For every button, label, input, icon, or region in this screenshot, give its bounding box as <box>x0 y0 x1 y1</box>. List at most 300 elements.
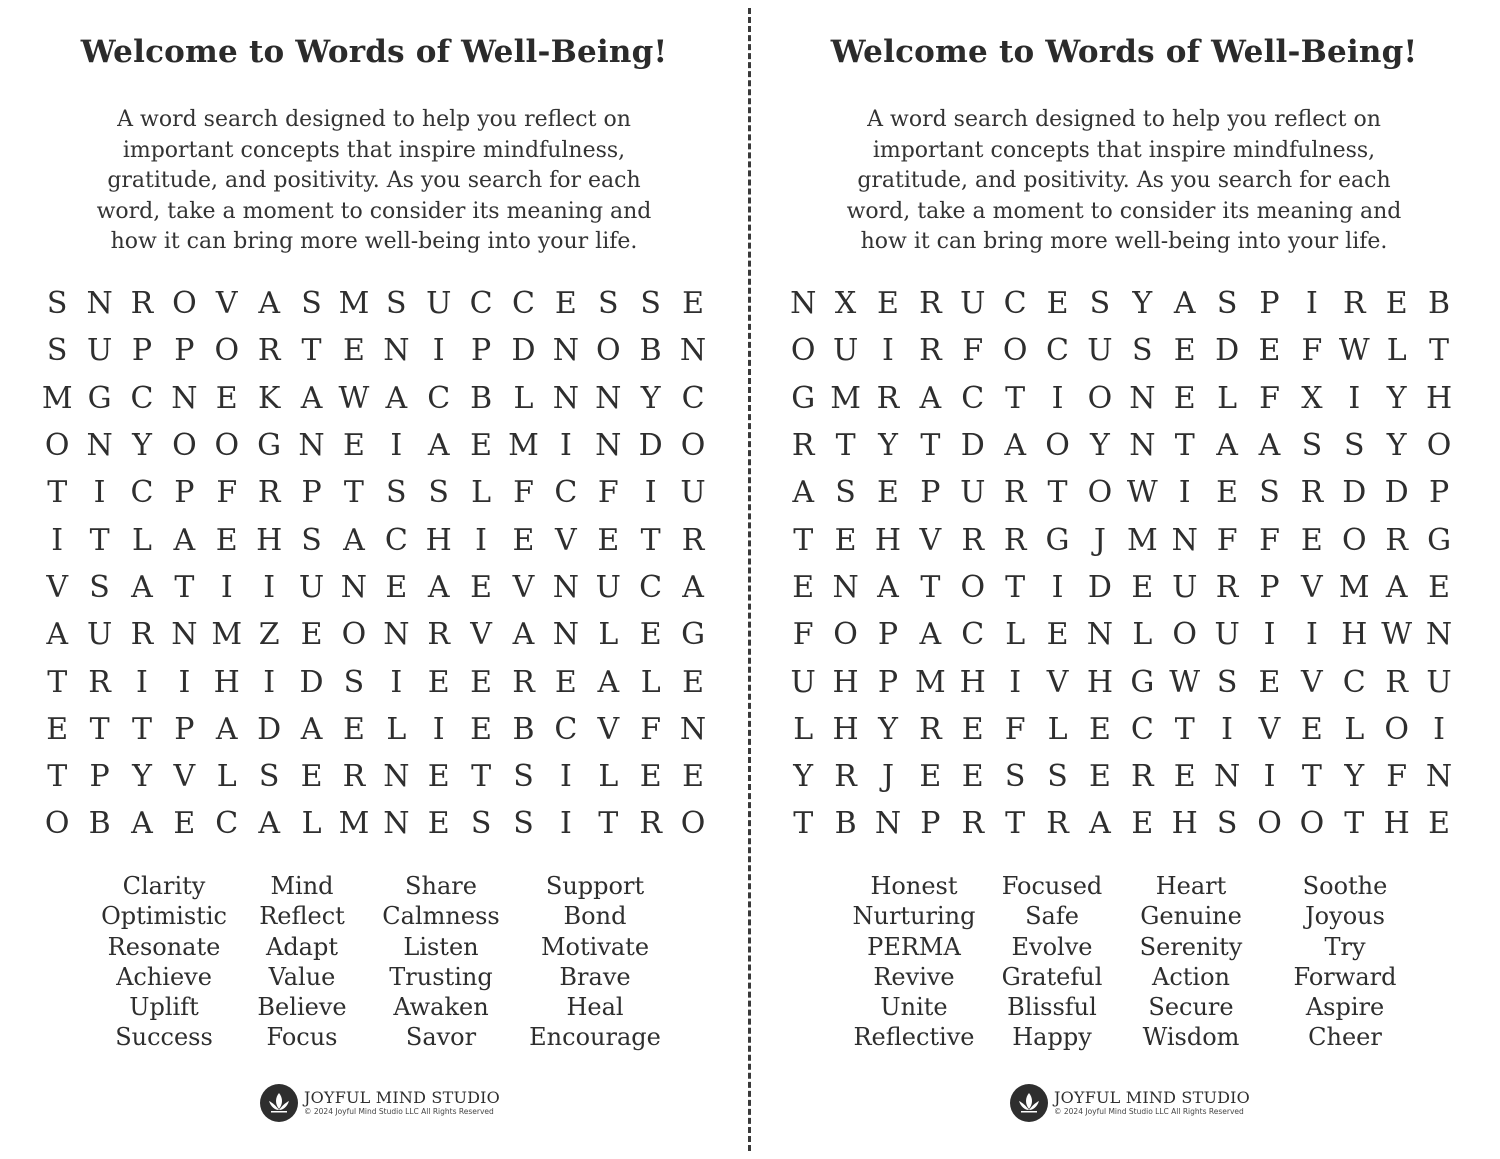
grid-letter[interactable]: T <box>1429 333 1450 369</box>
grid-letter[interactable]: A <box>215 711 238 747</box>
grid-letter[interactable]: E <box>427 806 450 842</box>
grid-letter[interactable]: M <box>211 617 243 653</box>
grid-letter[interactable]: A <box>1216 428 1238 464</box>
grid-letter[interactable]: E <box>1428 569 1450 605</box>
grid-letter[interactable]: R <box>1003 522 1027 558</box>
grid-letter[interactable]: E <box>597 522 620 558</box>
grid-letter[interactable]: P <box>471 333 492 369</box>
grid-letter[interactable]: S <box>386 475 407 511</box>
grid-letter[interactable]: T <box>1174 428 1195 464</box>
grid-letter[interactable]: E <box>1173 380 1196 416</box>
grid-letter[interactable]: M <box>508 428 539 464</box>
grid-letter[interactable]: V <box>919 522 942 558</box>
grid-letter[interactable]: I <box>51 522 64 558</box>
grid-letter[interactable]: B <box>88 806 111 842</box>
grid-letter[interactable]: E <box>961 759 984 795</box>
grid-letter[interactable]: H <box>1341 617 1368 653</box>
grid-letter[interactable]: A <box>1385 569 1408 605</box>
grid-letter[interactable]: O <box>44 428 70 464</box>
grid-letter[interactable]: P <box>1259 569 1280 605</box>
grid-letter[interactable]: S <box>470 806 492 842</box>
grid-letter[interactable]: L <box>132 522 152 558</box>
grid-letter[interactable]: R <box>1003 475 1027 511</box>
grid-letter[interactable]: O <box>214 428 240 464</box>
grid-letter[interactable]: L <box>216 759 237 795</box>
grid-letter[interactable]: Y <box>1344 759 1365 795</box>
grid-letter[interactable]: O <box>1002 333 1028 369</box>
grid-letter[interactable]: N <box>86 286 113 322</box>
grid-letter[interactable]: A <box>1173 286 1196 322</box>
grid-letter[interactable]: H <box>874 522 902 558</box>
grid-letter[interactable]: E <box>639 759 662 795</box>
grid-letter[interactable]: Y <box>640 380 661 416</box>
grid-letter[interactable]: O <box>1299 806 1325 842</box>
grid-letter[interactable]: T <box>301 333 322 369</box>
grid-letter[interactable]: O <box>680 428 706 464</box>
grid-letter[interactable]: N <box>298 428 325 464</box>
grid-letter[interactable]: E <box>961 711 984 747</box>
grid-letter[interactable]: C <box>554 475 578 511</box>
grid-letter[interactable]: N <box>595 428 622 464</box>
grid-letter[interactable]: E <box>554 286 577 322</box>
grid-letter[interactable]: L <box>1005 617 1026 653</box>
grid-letter[interactable]: I <box>390 428 403 464</box>
grid-letter[interactable]: I <box>432 333 445 369</box>
grid-letter[interactable]: N <box>832 569 859 605</box>
grid-letter[interactable]: M <box>1338 569 1370 605</box>
grid-letter[interactable]: L <box>640 664 661 700</box>
grid-letter[interactable]: R <box>1215 569 1239 605</box>
grid-letter[interactable]: U <box>298 569 325 605</box>
grid-letter[interactable]: G <box>681 617 706 653</box>
grid-letter[interactable]: A <box>682 569 704 605</box>
grid-letter[interactable]: N <box>383 617 410 653</box>
grid-letter[interactable]: W <box>1169 664 1201 700</box>
grid-letter[interactable]: O <box>1384 711 1409 747</box>
grid-letter[interactable]: X <box>834 286 857 322</box>
grid-letter[interactable]: T <box>343 475 364 511</box>
grid-letter[interactable]: L <box>1344 711 1365 747</box>
grid-letter[interactable]: P <box>131 333 153 369</box>
grid-letter[interactable]: D <box>1384 475 1409 511</box>
grid-letter[interactable]: F <box>1004 711 1026 747</box>
grid-letter[interactable]: U <box>1426 664 1452 700</box>
grid-letter[interactable]: F <box>216 475 238 511</box>
grid-letter[interactable]: L <box>513 380 534 416</box>
grid-letter[interactable]: Y <box>1386 428 1407 464</box>
grid-letter[interactable]: P <box>920 806 941 842</box>
grid-letter[interactable]: T <box>598 806 619 842</box>
grid-letter[interactable]: P <box>174 333 195 369</box>
grid-letter[interactable]: O <box>341 617 367 653</box>
grid-letter[interactable]: I <box>644 475 657 511</box>
grid-letter[interactable]: O <box>1045 428 1070 464</box>
grid-letter[interactable]: E <box>639 617 662 653</box>
grid-letter[interactable]: F <box>962 333 984 369</box>
grid-letter[interactable]: I <box>432 711 445 747</box>
grid-letter[interactable]: E <box>173 806 196 842</box>
grid-letter[interactable]: F <box>1301 333 1323 369</box>
grid-letter[interactable]: C <box>384 522 408 558</box>
grid-letter[interactable]: U <box>86 333 113 369</box>
grid-letter[interactable]: G <box>791 380 816 416</box>
grid-letter[interactable]: N <box>552 569 579 605</box>
grid-letter[interactable]: O <box>172 286 197 322</box>
grid-letter[interactable]: E <box>46 711 69 747</box>
grid-letter[interactable]: R <box>512 664 535 700</box>
grid-letter[interactable]: S <box>1132 333 1153 369</box>
grid-letter[interactable]: X <box>1301 380 1323 416</box>
grid-letter[interactable]: A <box>1089 806 1111 842</box>
grid-letter[interactable]: N <box>340 569 368 605</box>
grid-letter[interactable]: U <box>1172 569 1198 605</box>
grid-letter[interactable]: U <box>1214 617 1240 653</box>
grid-letter[interactable]: L <box>1047 711 1068 747</box>
grid-letter[interactable]: E <box>1088 759 1111 795</box>
grid-letter[interactable]: V <box>597 711 620 747</box>
grid-letter[interactable]: I <box>263 569 276 605</box>
grid-letter[interactable]: I <box>1305 286 1318 322</box>
grid-letter[interactable]: S <box>1343 428 1365 464</box>
grid-letter[interactable]: G <box>1045 522 1070 558</box>
grid-letter[interactable]: O <box>595 333 621 369</box>
grid-letter[interactable]: A <box>877 569 899 605</box>
grid-letter[interactable]: S <box>301 522 322 558</box>
grid-letter[interactable]: T <box>1174 711 1195 747</box>
grid-letter[interactable]: Y <box>1090 428 1110 464</box>
grid-letter[interactable]: R <box>919 711 942 747</box>
grid-letter[interactable]: O <box>1087 380 1113 416</box>
grid-letter[interactable]: I <box>93 475 106 511</box>
grid-letter[interactable]: L <box>598 759 619 795</box>
grid-letter[interactable]: Y <box>878 428 898 464</box>
grid-letter[interactable]: N <box>1129 428 1156 464</box>
grid-letter[interactable]: V <box>1258 711 1281 747</box>
grid-letter[interactable]: E <box>427 759 450 795</box>
grid-letter[interactable]: C <box>427 380 451 416</box>
grid-letter[interactable]: F <box>513 475 534 511</box>
grid-letter[interactable]: A <box>1258 428 1281 464</box>
grid-letter[interactable]: B <box>639 333 662 369</box>
grid-letter[interactable]: T <box>1005 569 1026 605</box>
grid-letter[interactable]: V <box>173 759 196 795</box>
grid-letter[interactable]: N <box>552 333 579 369</box>
grid-letter[interactable]: Y <box>132 428 152 464</box>
grid-letter[interactable]: S <box>640 286 661 322</box>
grid-letter[interactable]: H <box>1086 664 1114 700</box>
grid-letter[interactable]: O <box>44 806 70 842</box>
grid-letter[interactable]: D <box>960 428 985 464</box>
grid-letter[interactable]: R <box>791 428 815 464</box>
grid-letter[interactable]: O <box>680 806 706 842</box>
grid-letter[interactable]: V <box>1301 569 1323 605</box>
grid-letter[interactable]: O <box>960 569 986 605</box>
grid-letter[interactable]: T <box>471 759 492 795</box>
grid-letter[interactable]: N <box>595 380 622 416</box>
grid-letter[interactable]: E <box>300 617 323 653</box>
grid-letter[interactable]: E <box>1046 286 1069 322</box>
grid-letter[interactable]: I <box>1263 759 1276 795</box>
grid-letter[interactable]: C <box>512 286 535 322</box>
grid-letter[interactable]: V <box>215 286 238 322</box>
grid-letter[interactable]: L <box>471 475 492 511</box>
grid-letter[interactable]: I <box>263 664 276 700</box>
grid-letter[interactable]: N <box>171 617 198 653</box>
grid-letter[interactable]: O <box>833 617 858 653</box>
grid-letter[interactable]: Y <box>132 759 152 795</box>
grid-letter[interactable]: E <box>385 569 408 605</box>
grid-letter[interactable]: V <box>1301 664 1323 700</box>
grid-letter[interactable]: U <box>832 333 859 369</box>
grid-letter[interactable]: O <box>1257 806 1282 842</box>
grid-letter[interactable]: S <box>1047 759 1068 795</box>
grid-letter[interactable]: P <box>89 759 110 795</box>
grid-letter[interactable]: S <box>386 286 407 322</box>
grid-letter[interactable]: E <box>300 759 323 795</box>
grid-letter[interactable]: H <box>959 664 986 700</box>
grid-letter[interactable]: R <box>961 806 985 842</box>
grid-letter[interactable]: T <box>89 711 110 747</box>
grid-letter[interactable]: R <box>639 806 662 842</box>
grid-letter[interactable]: I <box>1051 569 1064 605</box>
grid-letter[interactable]: I <box>1051 380 1064 416</box>
grid-letter[interactable]: V <box>46 569 69 605</box>
grid-letter[interactable]: I <box>1221 711 1234 747</box>
grid-letter[interactable]: E <box>470 664 493 700</box>
grid-letter[interactable]: U <box>790 664 816 700</box>
grid-letter[interactable]: F <box>1259 522 1280 558</box>
grid-letter[interactable]: N <box>171 380 198 416</box>
grid-letter[interactable]: T <box>793 806 814 842</box>
grid-letter[interactable]: W <box>338 380 370 416</box>
grid-letter[interactable]: S <box>343 664 365 700</box>
grid-letter[interactable]: N <box>1425 759 1453 795</box>
grid-letter[interactable]: T <box>89 522 110 558</box>
grid-letter[interactable]: C <box>1342 664 1366 700</box>
grid-letter[interactable]: O <box>1172 617 1198 653</box>
grid-letter[interactable]: N <box>790 286 817 322</box>
grid-letter[interactable]: E <box>834 522 857 558</box>
grid-letter[interactable]: E <box>682 664 704 700</box>
grid-letter[interactable]: E <box>470 428 493 464</box>
grid-letter[interactable]: R <box>1046 806 1069 842</box>
grid-letter[interactable]: E <box>342 711 365 747</box>
grid-letter[interactable]: N <box>383 759 410 795</box>
grid-letter[interactable]: L <box>301 806 322 842</box>
grid-letter[interactable]: E <box>1385 286 1408 322</box>
grid-letter[interactable]: U <box>960 286 986 322</box>
grid-letter[interactable]: S <box>513 806 534 842</box>
grid-letter[interactable]: I <box>559 806 572 842</box>
grid-letter[interactable]: I <box>559 759 572 795</box>
grid-letter[interactable]: H <box>832 664 859 700</box>
grid-letter[interactable]: O <box>1087 475 1113 511</box>
grid-letter[interactable]: E <box>215 522 238 558</box>
grid-letter[interactable]: R <box>1300 475 1324 511</box>
grid-letter[interactable]: E <box>792 569 815 605</box>
grid-letter[interactable]: T <box>47 759 68 795</box>
grid-letter[interactable]: A <box>131 806 153 842</box>
grid-letter[interactable]: S <box>1216 806 1238 842</box>
grid-letter[interactable]: F <box>640 711 662 747</box>
grid-letter[interactable]: E <box>1131 569 1154 605</box>
grid-letter[interactable]: T <box>174 569 195 605</box>
grid-letter[interactable]: R <box>342 759 366 795</box>
grid-letter[interactable]: E <box>1088 711 1111 747</box>
grid-letter[interactable]: M <box>915 664 946 700</box>
grid-letter[interactable]: E <box>877 286 899 322</box>
grid-letter[interactable]: E <box>427 664 450 700</box>
grid-letter[interactable]: I <box>178 664 191 700</box>
grid-letter[interactable]: T <box>1005 806 1026 842</box>
grid-letter[interactable]: K <box>257 380 281 416</box>
grid-letter[interactable]: I <box>882 333 894 369</box>
grid-letter[interactable]: B <box>470 380 493 416</box>
grid-letter[interactable]: P <box>877 617 899 653</box>
grid-letter[interactable]: C <box>554 711 578 747</box>
grid-letter[interactable]: Z <box>258 617 280 653</box>
grid-letter[interactable]: A <box>173 522 196 558</box>
grid-letter[interactable]: V <box>555 522 577 558</box>
grid-letter[interactable]: A <box>427 428 450 464</box>
grid-letter[interactable]: T <box>920 569 941 605</box>
grid-letter[interactable]: N <box>679 333 707 369</box>
grid-letter[interactable]: M <box>1126 522 1158 558</box>
grid-letter[interactable]: U <box>595 569 621 605</box>
grid-letter[interactable]: P <box>877 664 899 700</box>
grid-letter[interactable]: I <box>1263 617 1276 653</box>
grid-letter[interactable]: I <box>1348 380 1361 416</box>
grid-letter[interactable]: A <box>46 617 69 653</box>
grid-letter[interactable]: N <box>383 806 410 842</box>
grid-letter[interactable]: I <box>1009 664 1022 700</box>
grid-letter[interactable]: A <box>1004 428 1026 464</box>
grid-letter[interactable]: S <box>301 286 322 322</box>
grid-letter[interactable]: C <box>961 617 985 653</box>
grid-letter[interactable]: R <box>919 286 942 322</box>
grid-letter[interactable]: C <box>215 806 239 842</box>
grid-letter[interactable]: N <box>1171 522 1198 558</box>
grid-letter[interactable]: F <box>597 475 619 511</box>
grid-letter[interactable]: J <box>881 759 894 795</box>
grid-letter[interactable]: G <box>87 380 112 416</box>
grid-letter[interactable]: I <box>1305 617 1318 653</box>
grid-letter[interactable]: R <box>1342 286 1366 322</box>
grid-letter[interactable]: N <box>1129 380 1156 416</box>
grid-letter[interactable]: R <box>427 617 450 653</box>
grid-letter[interactable]: E <box>1173 333 1196 369</box>
grid-letter[interactable]: C <box>469 286 493 322</box>
grid-letter[interactable]: M <box>830 380 861 416</box>
grid-letter[interactable]: E <box>342 333 365 369</box>
grid-letter[interactable]: P <box>174 475 195 511</box>
grid-letter[interactable]: B <box>512 711 535 747</box>
grid-letter[interactable]: E <box>512 522 535 558</box>
grid-letter[interactable]: E <box>470 711 493 747</box>
grid-letter[interactable]: M <box>41 380 73 416</box>
grid-letter[interactable]: E <box>1300 522 1323 558</box>
grid-letter[interactable]: N <box>86 428 113 464</box>
grid-letter[interactable]: M <box>338 806 370 842</box>
grid-letter[interactable]: B <box>834 806 857 842</box>
grid-letter[interactable]: P <box>174 711 195 747</box>
grid-letter[interactable]: A <box>300 380 323 416</box>
grid-letter[interactable]: S <box>1259 475 1280 511</box>
grid-letter[interactable]: E <box>1300 711 1323 747</box>
grid-letter[interactable]: T <box>47 664 68 700</box>
grid-letter[interactable]: E <box>1046 617 1069 653</box>
grid-letter[interactable]: H <box>832 711 859 747</box>
grid-letter[interactable]: P <box>1259 286 1280 322</box>
grid-letter[interactable]: T <box>640 522 661 558</box>
grid-letter[interactable]: I <box>136 664 148 700</box>
grid-letter[interactable]: U <box>680 475 706 511</box>
grid-letter[interactable]: F <box>1386 759 1408 795</box>
grid-letter[interactable]: P <box>1428 475 1450 511</box>
grid-letter[interactable]: C <box>1003 286 1027 322</box>
grid-letter[interactable]: A <box>919 617 942 653</box>
grid-letter[interactable]: E <box>1173 759 1196 795</box>
grid-letter[interactable]: R <box>257 333 281 369</box>
grid-letter[interactable]: D <box>1087 569 1112 605</box>
grid-letter[interactable]: A <box>597 664 620 700</box>
grid-letter[interactable]: E <box>1428 806 1450 842</box>
grid-letter[interactable]: N <box>383 333 410 369</box>
grid-letter[interactable]: R <box>961 522 985 558</box>
grid-letter[interactable]: U <box>86 617 113 653</box>
grid-letter[interactable]: C <box>961 380 985 416</box>
grid-letter[interactable]: D <box>638 428 663 464</box>
grid-letter[interactable]: I <box>1178 475 1191 511</box>
grid-letter[interactable]: D <box>1215 333 1240 369</box>
grid-letter[interactable]: N <box>874 806 902 842</box>
grid-letter[interactable]: S <box>1004 759 1026 795</box>
grid-letter[interactable]: A <box>300 711 323 747</box>
grid-letter[interactable]: T <box>793 522 814 558</box>
grid-letter[interactable]: E <box>1258 664 1281 700</box>
grid-letter[interactable]: V <box>470 617 492 653</box>
grid-letter[interactable]: H <box>1383 806 1410 842</box>
grid-letter[interactable]: E <box>1216 475 1239 511</box>
grid-letter[interactable]: E <box>877 475 899 511</box>
grid-letter[interactable]: C <box>130 380 154 416</box>
grid-letter[interactable]: A <box>427 569 450 605</box>
grid-letter[interactable]: Y <box>793 759 814 795</box>
grid-letter[interactable]: A <box>258 286 280 322</box>
grid-letter[interactable]: S <box>258 759 280 795</box>
grid-letter[interactable]: R <box>1385 522 1408 558</box>
grid-letter[interactable]: R <box>88 664 111 700</box>
grid-letter[interactable]: R <box>919 333 942 369</box>
grid-letter[interactable]: C <box>639 569 663 605</box>
grid-letter[interactable]: F <box>1216 522 1238 558</box>
grid-letter[interactable]: E <box>554 664 577 700</box>
grid-letter[interactable]: L <box>1386 333 1407 369</box>
grid-letter[interactable]: O <box>1426 428 1452 464</box>
grid-letter[interactable]: S <box>46 333 68 369</box>
grid-letter[interactable]: H <box>1425 380 1453 416</box>
grid-letter[interactable]: J <box>1093 522 1106 558</box>
grid-letter[interactable]: E <box>1131 806 1154 842</box>
grid-letter[interactable]: Y <box>1132 286 1153 322</box>
grid-letter[interactable]: R <box>130 617 154 653</box>
grid-letter[interactable]: T <box>1047 475 1068 511</box>
grid-letter[interactable]: A <box>258 806 280 842</box>
grid-letter[interactable]: H <box>213 664 240 700</box>
grid-letter[interactable]: T <box>47 475 68 511</box>
grid-letter[interactable]: C <box>1046 333 1070 369</box>
grid-letter[interactable]: S <box>1216 286 1238 322</box>
